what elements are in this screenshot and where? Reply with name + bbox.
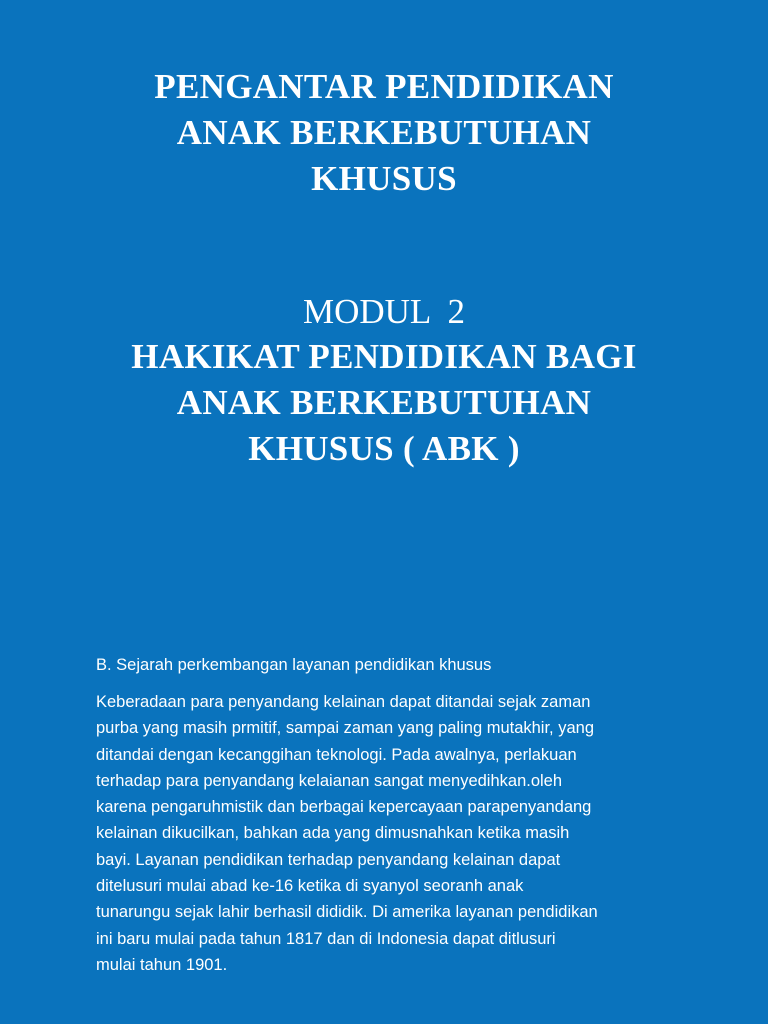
document-title-line: PENGANTAR PENDIDIKAN (154, 67, 614, 106)
module-title-line: KHUSUS ( ABK ) (248, 429, 520, 468)
paragraph-line: tunarungu sejak lahir berhasil dididik. Di amerika layanan pendidikan (96, 903, 598, 922)
paragraph-line: ditelusuri mulai abad ke-16 ketika di syanyol seoranh anak (96, 877, 524, 896)
paragraph-line: ditandai dengan kecanggihan teknologi. Pada awalnya, perlakuan (96, 745, 577, 764)
paragraph-line: karena pengaruhmistik dan berbagai kepercayaan parapenyandang (96, 798, 592, 817)
module-label: MODUL 2 (302, 292, 466, 331)
paragraph-line: bayi. Layanan pendidikan terhadap penyandang kelainan dapat (96, 850, 561, 869)
body-paragraph (96, 689, 696, 978)
module-title-line: HAKIKAT PENDIDIKAN BAGI (131, 337, 637, 376)
module-title (0, 334, 768, 472)
paragraph-line: purba yang masih prmitif, sampai zaman yang paling mutakhir, yang (96, 719, 595, 738)
paragraph-line: mulai tahun 1901. (96, 955, 228, 974)
paragraph-line: terhadap para penyandang kelaianan sangat menyedihkan.oleh (96, 771, 563, 790)
document-title-line: KHUSUS (311, 159, 457, 198)
paragraph-line: ini baru mulai pada tahun 1817 dan di Indonesia dapat ditlusuri (96, 929, 556, 948)
section-heading: B. Sejarah perkembangan layanan pendidikan khusus (96, 656, 492, 674)
module-title-line: ANAK BERKEBUTUHAN (176, 383, 592, 422)
document-title-line: ANAK BERKEBUTUHAN (176, 113, 592, 152)
paragraph-line: kelainan dikucilkan, bahkan ada yang dimusnahkan ketika masih (96, 824, 570, 843)
paragraph-line: Keberadaan para penyandang kelainan dapat ditandai sejak zaman (96, 693, 591, 711)
document-title (0, 64, 768, 202)
